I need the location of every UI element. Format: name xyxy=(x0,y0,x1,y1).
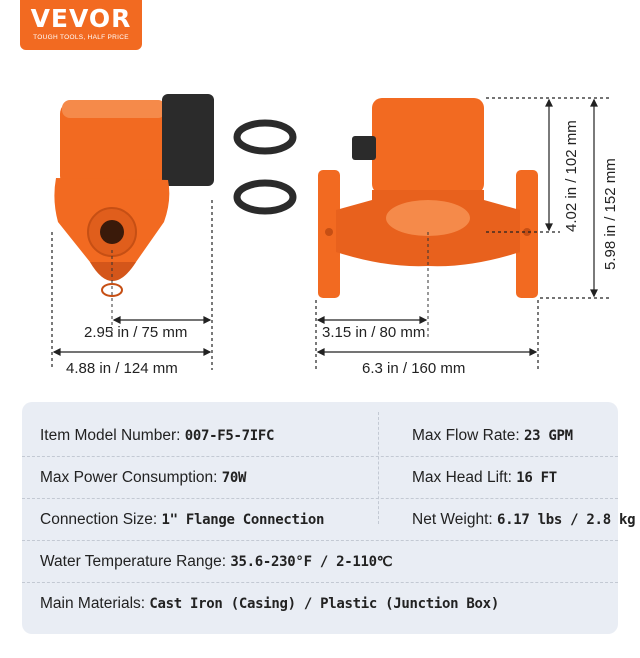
spec-temperature xyxy=(40,542,392,582)
gaskets xyxy=(237,123,293,211)
spec-flow xyxy=(412,416,573,456)
spec-value: Cast Iron (Casing) / Plastic (Junction Box) xyxy=(149,596,499,612)
spec-row-temperature xyxy=(22,542,618,583)
spec-model xyxy=(40,416,274,456)
dim-right-total-width: 6.3 in / 160 mm xyxy=(362,360,466,377)
spec-weight xyxy=(412,500,635,540)
spec-value: 35.6-230°F / 2-110℃ xyxy=(230,554,393,570)
pump-front-view xyxy=(54,94,214,340)
spec-row-materials xyxy=(22,584,618,624)
dim-left-half-width: 2.95 in / 75 mm xyxy=(84,324,188,341)
spec-value: 23 GPM xyxy=(523,428,573,444)
spec-row-model-flow xyxy=(22,416,618,457)
spec-value: 007-F5-7IFC xyxy=(184,428,275,444)
brand-tagline: TOUGH TOOLS, HALF PRICE xyxy=(33,34,129,41)
spec-connection xyxy=(40,500,324,540)
spec-label: Max Head Lift: xyxy=(412,469,512,486)
dim-total-height: 5.98 in / 152 mm xyxy=(602,158,619,270)
spec-power xyxy=(40,458,246,498)
pump-side-view xyxy=(318,98,538,340)
inlet-port xyxy=(100,220,124,244)
brand-name: VEVOR xyxy=(30,4,132,33)
spec-value: 6.17 lbs / 2.8 kg xyxy=(497,512,636,528)
dim-right-half-width: 3.15 in / 80 mm xyxy=(322,324,426,341)
spec-label: Max Power Consumption: xyxy=(40,469,218,486)
spec-label: Connection Size: xyxy=(40,511,158,528)
spec-label: Water Temperature Range: xyxy=(40,553,227,570)
spec-row-power-head xyxy=(22,458,618,499)
spec-head xyxy=(412,458,557,498)
spec-value: 16 FT xyxy=(516,470,557,486)
spec-row-connection-weight xyxy=(22,500,636,541)
specs-panel xyxy=(22,402,636,634)
spec-label: Net Weight: xyxy=(412,511,493,528)
spec-value: 1" Flange Connection xyxy=(161,512,325,528)
junction-box xyxy=(162,94,214,186)
spec-label: Max Flow Rate: xyxy=(412,427,520,444)
spec-materials xyxy=(40,584,499,624)
spec-label: Item Model Number: xyxy=(40,427,181,444)
spec-label: Main Materials: xyxy=(40,595,146,612)
dim-left-total-width: 4.88 in / 124 mm xyxy=(66,360,178,377)
spec-value: 70W xyxy=(221,470,247,486)
dim-body-height: 4.02 in / 102 mm xyxy=(563,120,580,232)
